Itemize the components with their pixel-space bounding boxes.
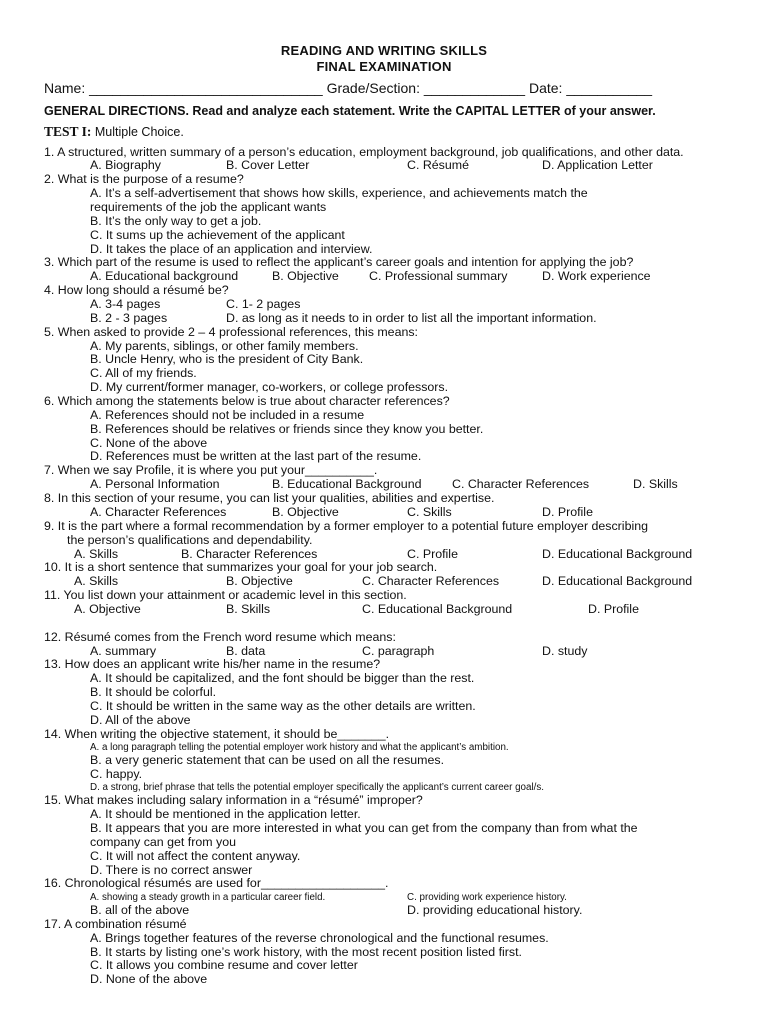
question-text: 11. You list down your attainment or academic level in this section. [44,588,407,602]
answer-option: B. a very generic statement that can be used on all the resumes. [90,753,445,767]
answer-option: B. Objective [226,574,293,588]
answer-option: B. It’s the only way to get a job. [90,214,262,228]
answer-option: C. It sums up the achievement of the applicant [90,228,345,242]
answer-option: B. It should be colorful. [90,685,217,699]
question-text: 9. It is the part where a formal recommendation by a former employer to a potential future employer describing [44,519,648,533]
question-text: 3. Which part of the resume is used to reflect the applicant’s career goals and intention for applying the job? [44,255,634,269]
answer-option: C. Character References [362,574,500,588]
answer-option: D. Educational Background [542,574,693,588]
answer-option: C. All of my friends. [90,366,197,380]
answer-option: D. Profile [588,602,639,616]
answer-option: D. providing educational history. [407,903,583,917]
answer-option: B. data [226,644,266,658]
answer-option: D. Profile [542,505,593,519]
answer-option: the person’s qualifications and dependability. [67,533,313,547]
question-text: 12. Résumé comes from the French word resume which means: [44,630,396,644]
answer-option: A. It’s a self-advertisement that shows how skills, experience, and achievements match the [90,186,588,200]
answer-option: D. Work experience [542,269,651,283]
answer-option: A. References should not be included in a resume [90,408,365,422]
answer-option: D. Skills [633,477,678,491]
answer-option: C. paragraph [362,644,435,658]
answer-option: A. Objective [74,602,141,616]
answer-option: D. Application Letter [542,158,653,172]
answer-option: D. study [542,644,588,658]
answer-option: B. all of the above [90,903,190,917]
answer-option: D. None of the above [90,972,208,986]
question-text: 7. When we say Profile, it is where you put your__________. [44,463,378,477]
exam-subtitle: FINAL EXAMINATION [316,59,452,74]
question-text: 17. A combination résumé [44,917,187,931]
answer-option: C. Résumé [407,158,469,172]
question-text: 2. What is the purpose of a resume? [44,172,244,186]
answer-option: requirements of the job the applicant wants [90,200,327,214]
answer-option: C. It will not affect the content anyway. [90,849,301,863]
answer-option: C. Educational Background [362,602,513,616]
answer-option: A. Personal Information [90,477,220,491]
answer-option: C. providing work experience history. [407,892,567,903]
answer-option: B. Uncle Henry, who is the president of City Bank. [90,352,364,366]
answer-option: D. My current/former manager, co-workers, or college professors. [90,380,449,394]
answer-option: C. Skills [407,505,452,519]
question-text: 13. How does an applicant write his/her name in the resume? [44,657,381,671]
question-text: 10. It is a short sentence that summarizes your goal for your job search. [44,560,438,574]
answer-option: A. showing a steady growth in a particular career field. [90,892,326,903]
answer-option: A. It should be mentioned in the application letter. [90,807,361,821]
answer-option: B. Educational Background [272,477,422,491]
answer-option: B. Skills [226,602,271,616]
answer-option: A. a long paragraph telling the potential employer work history and what the applicant’s ambition. [90,742,509,753]
answer-option: D. as long as it needs to in order to list all the important information. [226,311,597,325]
answer-option: D. Educational Background [542,547,693,561]
answer-option: C. It should be written in the same way as the other details are written. [90,699,476,713]
answer-option: B. It appears that you are more interested in what you can get from the company than from what the [90,821,638,835]
answer-option: company can get from you [90,835,237,849]
answer-option: C. Character References [452,477,590,491]
test-heading [44,124,184,140]
student-info-line: Name: ______________________________ Grade/Section: _____________ Date: ___________ [44,80,652,96]
question-text: 16. Chronological résumés are used for__________________. [44,876,389,890]
answer-option: D. References must be written at the last part of the resume. [90,449,422,463]
question-text: 4. How long should a résumé be? [44,283,229,297]
answer-option: B. Objective [272,269,339,283]
answer-option: B. 2 - 3 pages [90,311,168,325]
general-directions: GENERAL DIRECTIONS. Read and analyze each statement. Write the CAPITAL LETTER of your answer. [44,104,656,118]
answer-option: C. happy. [90,767,143,781]
answer-option: D. There is no correct answer [90,863,253,877]
question-text: 8. In this section of your resume, you can list your qualities, abilities and expertise. [44,491,495,505]
answer-option: B. Cover Letter [226,158,310,172]
answer-option: A. Skills [74,547,119,561]
answer-option: A. My parents, siblings, or other family members. [90,339,359,353]
answer-option: B. References should be relatives or friends since they know you better. [90,422,484,436]
question-text: 15. What makes including salary information in a “résumé” improper? [44,793,423,807]
answer-option: C. 1- 2 pages [226,297,301,311]
question-text: 5. When asked to provide 2 – 4 professional references, this means: [44,325,418,339]
answer-option: C. None of the above [90,436,208,450]
answer-option: B. Objective [272,505,339,519]
exam-title: READING AND WRITING SKILLS [280,43,488,58]
test-type: Multiple Choice. [94,125,184,139]
test-label: TEST I: [44,124,92,139]
answer-option: B. Character References [181,547,318,561]
answer-option: C. It allows you combine resume and cover letter [90,958,358,972]
answer-option: B. It starts by listing one’s work history, with the most recent position listed first. [90,945,523,959]
question-text: 14. When writing the objective statement, it should be_______. [44,727,390,741]
answer-option: A. Skills [74,574,119,588]
answer-option: A. Educational background [90,269,239,283]
answer-option: A. summary [90,644,157,658]
answer-option: D. All of the above [90,713,191,727]
answer-option: A. Character References [90,505,227,519]
question-text: 6. Which among the statements below is true about character references? [44,394,450,408]
answer-option: A. It should be capitalized, and the font should be bigger than the rest. [90,671,475,685]
answer-option: A. Brings together features of the reverse chronological and the functional resumes. [90,931,549,945]
answer-option: A. 3-4 pages [90,297,161,311]
answer-option: A. Biography [90,158,161,172]
answer-option: C. Profile [407,547,458,561]
answer-option: C. Professional summary [369,269,508,283]
question-text: 1. A structured, written summary of a person’s education, employment background, job qualifications, and other data. [44,145,684,159]
answer-option: D. a strong, brief phrase that tells the potential employer specifically the applicant’s current career goal/s. [90,782,544,793]
answer-option: D. It takes the place of an application and interview. [90,242,373,256]
